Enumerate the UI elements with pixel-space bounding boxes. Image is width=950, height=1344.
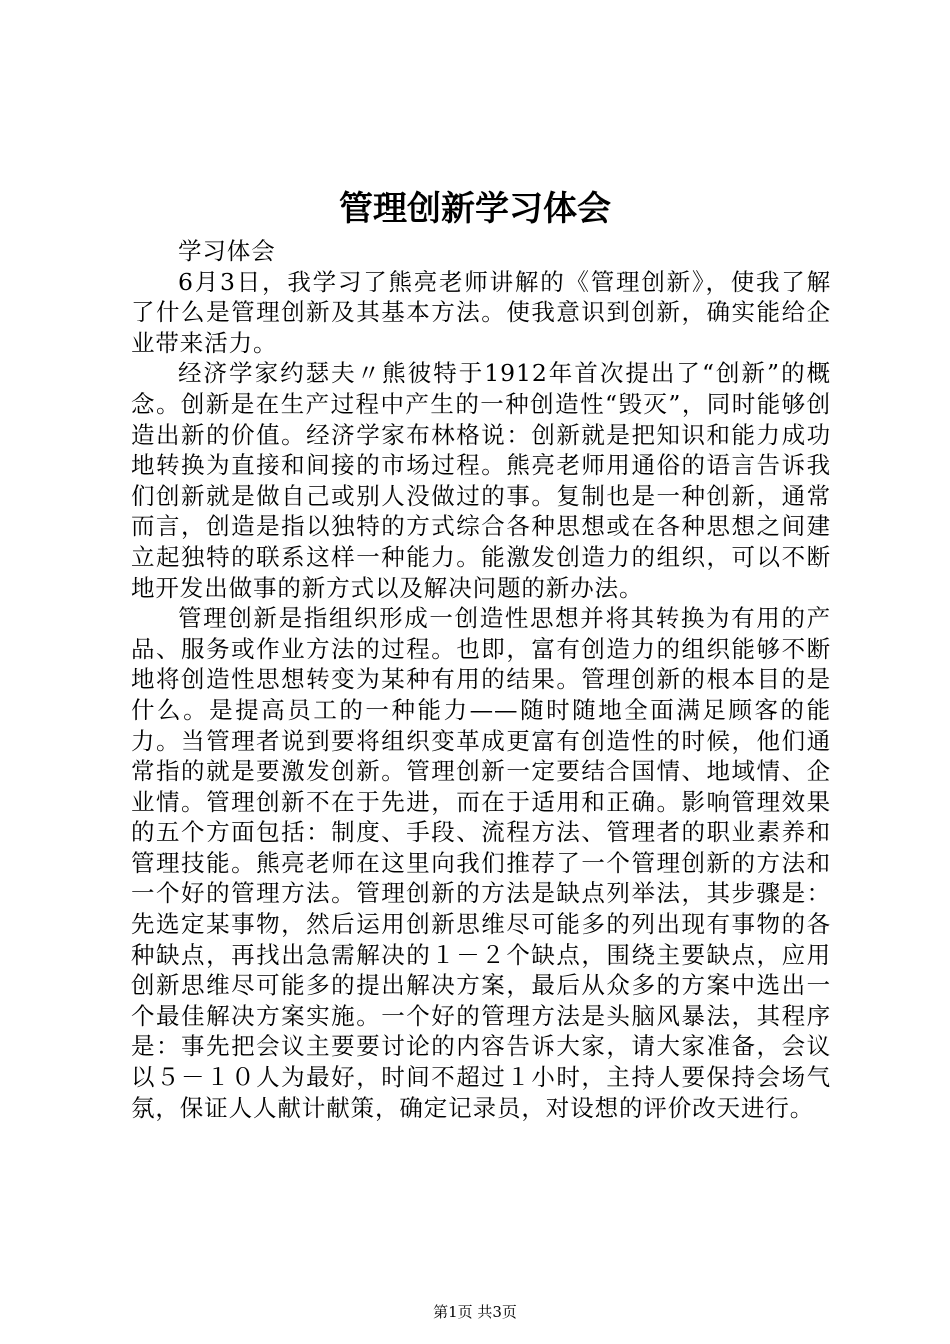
- document-title: 管理创新学习体会: [339, 189, 611, 229]
- page-footer: 第1页 共3页: [433, 1303, 517, 1321]
- paragraph-subtitle: 学习体会: [178, 237, 276, 265]
- paragraph-intro: 6月3日，我学习了熊亮老师讲解的《管理创新》，使我了解了什么是管理创新及其基本方法。使我意识到创新，确实能给企业带来活力。: [131, 267, 831, 357]
- paragraph-management-innovation: 管理创新是指组织形成一创造性思想并将其转换为有用的产品、服务或作业方法的过程。也即，富有创造力的组织能够不断地将创造性思想转变为某种有用的结果。管理创新的根本目的是什么。是提高员工的一种能力——随时随地全面满足顾客的能力。当管理者说到要将组织变革成更富有创造性的时候，他们通常指的就是要激发创新。管理创新一定要结合国情、地域情、企业情。管理创新不在于先进，而在于适用和正确。影响管理效果的五个方面包括：制度、手段、流程方法、管理者的职业素养和管理技能。熊亮老师在这里向我们推荐了一个管理创新的方法和一个好的管理方法。管理创新的方法是缺点列举法，其步骤是：先选定某事物，然后运用创新思维尽可能多的列出现有事物的各种缺点，再找出急需解决的１－２个缺点，围绕主要缺点，应用创新思维尽可能多的提出解决方案，最后从众多的方案中选出一个最佳解决方案实施。一个好的管理方法是头脑风暴法，其程序是：事先把会议主要要讨论的内容告诉大家，请大家准备，会议以５－１０人为最好，时间不超过１小时，主持人要保持会场气氛，保证人人献计献策，确定记录员，对设想的评价改天进行。: [131, 604, 831, 1122]
- paragraph-innovation-concept: 经济学家约瑟夫〃熊彼特于1912年首次提出了“创新”的概念。创新是在生产过程中产生的一种创造性“毁灭”，同时能够创造出新的价值。经济学家布林格说：创新就是把知识和能力成功地转换为直接和间接的市场过程。熊亮老师用通俗的语言告诉我们创新就是做自己或别人没做过的事。复制也是一种创新，通常而言，创造是指以独特的方式综合各种思想或在各种思想之间建立起独特的联系这样一种能力。能激发创造力的组织，可以不断地开发出做事的新方式以及解决问题的新办法。: [131, 359, 831, 602]
- document-body: [131, 236, 831, 1123]
